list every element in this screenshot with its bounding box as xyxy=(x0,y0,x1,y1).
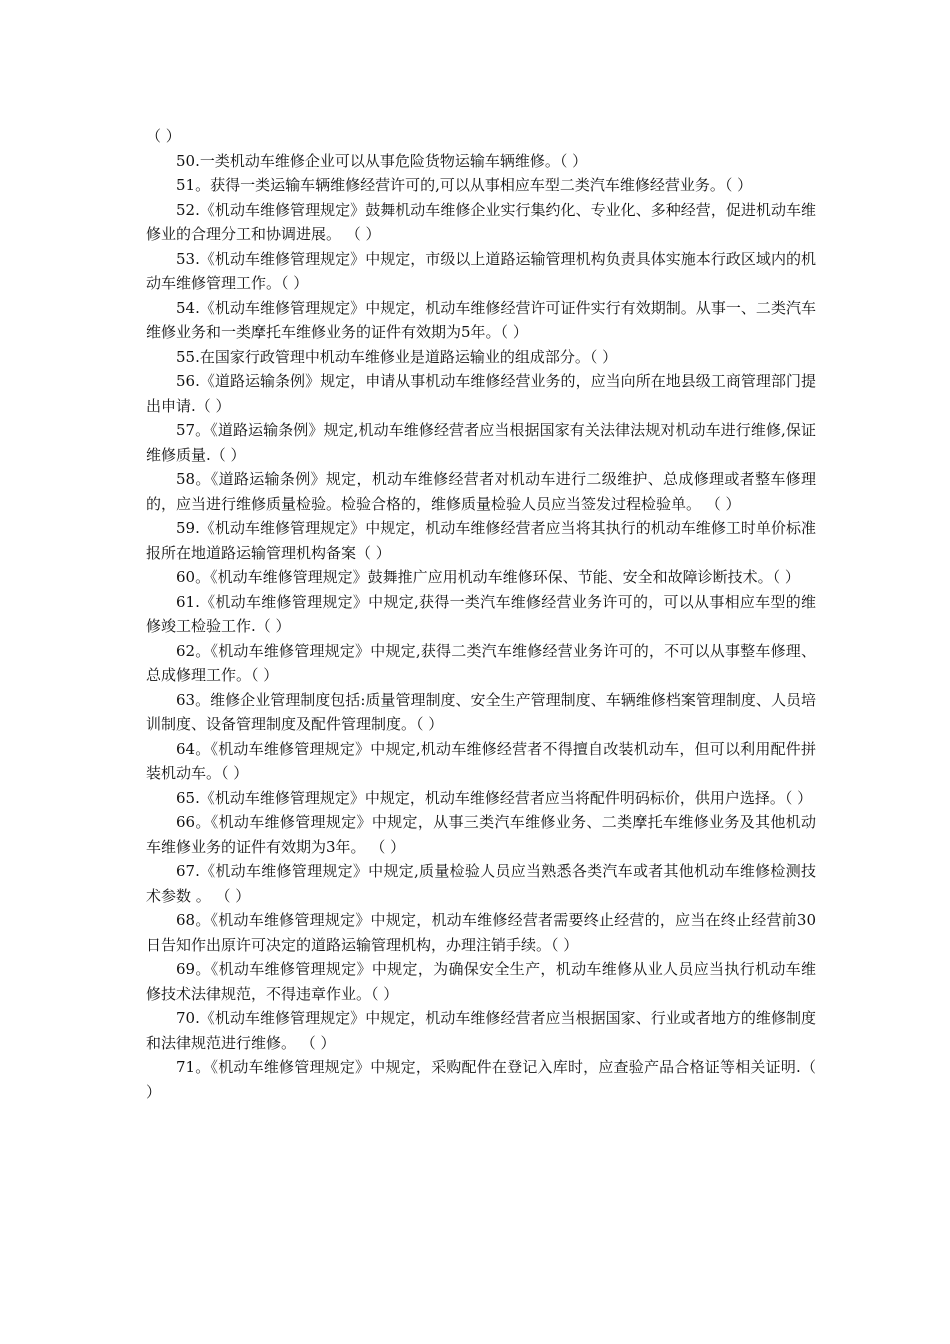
question-item: 65.《机动车维修管理规定》中规定，机动车维修经营者应当将配件明码标价，供用户选择。（ ） xyxy=(176,788,813,807)
question-item: 58。《道路运输条例》规定，机动车维修经营者对机动车进行二级维护、总成修理或者整车修理的，应当进行维修质量检验。检验合格的，维修质量检验人员应当签发过程检验单。 （ ） xyxy=(146,470,816,513)
question-item: 69。《机动车维修管理规定》中规定，为确保安全生产，机动车维修从业人员应当执行机动车维修技术法律规范，不得违章作业。（ ） xyxy=(146,960,816,1003)
question-item: 70.《机动车维修管理规定》中规定，机动车维修经营者应当根据国家、行业或者地方的维修制度和法律规范进行维修。 （ ） xyxy=(146,1009,816,1052)
question-item: 71。《机动车维修管理规定》中规定，采购配件在登记入库时，应查验产品合格证等相关证明.（ ） xyxy=(146,1058,816,1101)
question-item: 61.《机动车维修管理规定》中规定,获得一类汽车维修经营业务许可的，可以从事相应车型的维修竣工检验工作.（ ） xyxy=(146,592,816,635)
question-item: 56.《道路运输条例》规定，申请从事机动车维修经营业务的，应当向所在地县级工商管理部门提出申请.（ ） xyxy=(146,372,816,415)
question-item: 63。维修企业管理制度包括:质量管理制度、安全生产管理制度、车辆维修档案管理制度、人员培训制度、设备管理制度及配件管理制度。（ ） xyxy=(146,690,816,733)
question-item: 59.《机动车维修管理规定》中规定，机动车维修经营者应当将其执行的机动车维修工时单价标准报所在地道路运输管理机构备案（ ） xyxy=(146,519,816,562)
question-item: 62。《机动车维修管理规定》中规定,获得二类汽车维修经营业务许可的，不可以从事整车修理、总成修理工作。（ ） xyxy=(146,641,816,684)
question-item: 52.《机动车维修管理规定》鼓舞机动车维修企业实行集约化、专业化、多种经营，促进机动车维修业的合理分工和协调进展。 （ ） xyxy=(146,200,816,243)
question-item: （ ） xyxy=(146,127,181,145)
question-item: 55.在国家行政管理中机动车维修业是道路运输业的组成部分。（ ） xyxy=(176,347,618,366)
question-list xyxy=(146,124,816,1104)
question-item: 60。《机动车维修管理规定》鼓舞推广应用机动车维修环保、节能、安全和故障诊断技术。（ ） xyxy=(176,568,800,586)
question-item: 67.《机动车维修管理规定》中规定,质量检验人员应当熟悉各类汽车或者其他机动车维修检测技术参数 。 （ ） xyxy=(146,862,816,905)
question-item: 53.《机动车维修管理规定》中规定，市级以上道路运输管理机构负责具体实施本行政区域内的机动车维修管理工作。（ ） xyxy=(146,249,816,292)
question-item: 66。《机动车维修管理规定》中规定，从事三类汽车维修业务、二类摩托车维修业务及其他机动车维修业务的证件有效期为3年。 （ ） xyxy=(146,813,816,856)
question-item: 64。《机动车维修管理规定》中规定,机动车维修经营者不得擅自改装机动车，但可以利用配件拼装机动车。（ ） xyxy=(146,739,816,782)
question-item: 50.一类机动车维修企业可以从事危险货物运输车辆维修。（ ） xyxy=(176,151,588,170)
question-item: 51。获得一类运输车辆维修经营许可的,可以从事相应车型二类汽车维修经营业务。（ ） xyxy=(176,176,753,194)
question-item: 54.《机动车维修管理规定》中规定，机动车维修经营许可证件实行有效期制。从事一、二类汽车维修业务和一类摩托车维修业务的证件有效期为5年。（ ） xyxy=(146,298,816,341)
question-item: 68。《机动车维修管理规定》中规定，机动车维修经营者需要终止经营的，应当在终止经营前30日告知作出原许可决定的道路运输管理机构，办理注销手续。（ ） xyxy=(146,911,816,954)
question-item: 57。《道路运输条例》规定,机动车维修经营者应当根据国家有关法律法规对机动车进行维修,保证维修质量.（ ） xyxy=(146,421,816,464)
